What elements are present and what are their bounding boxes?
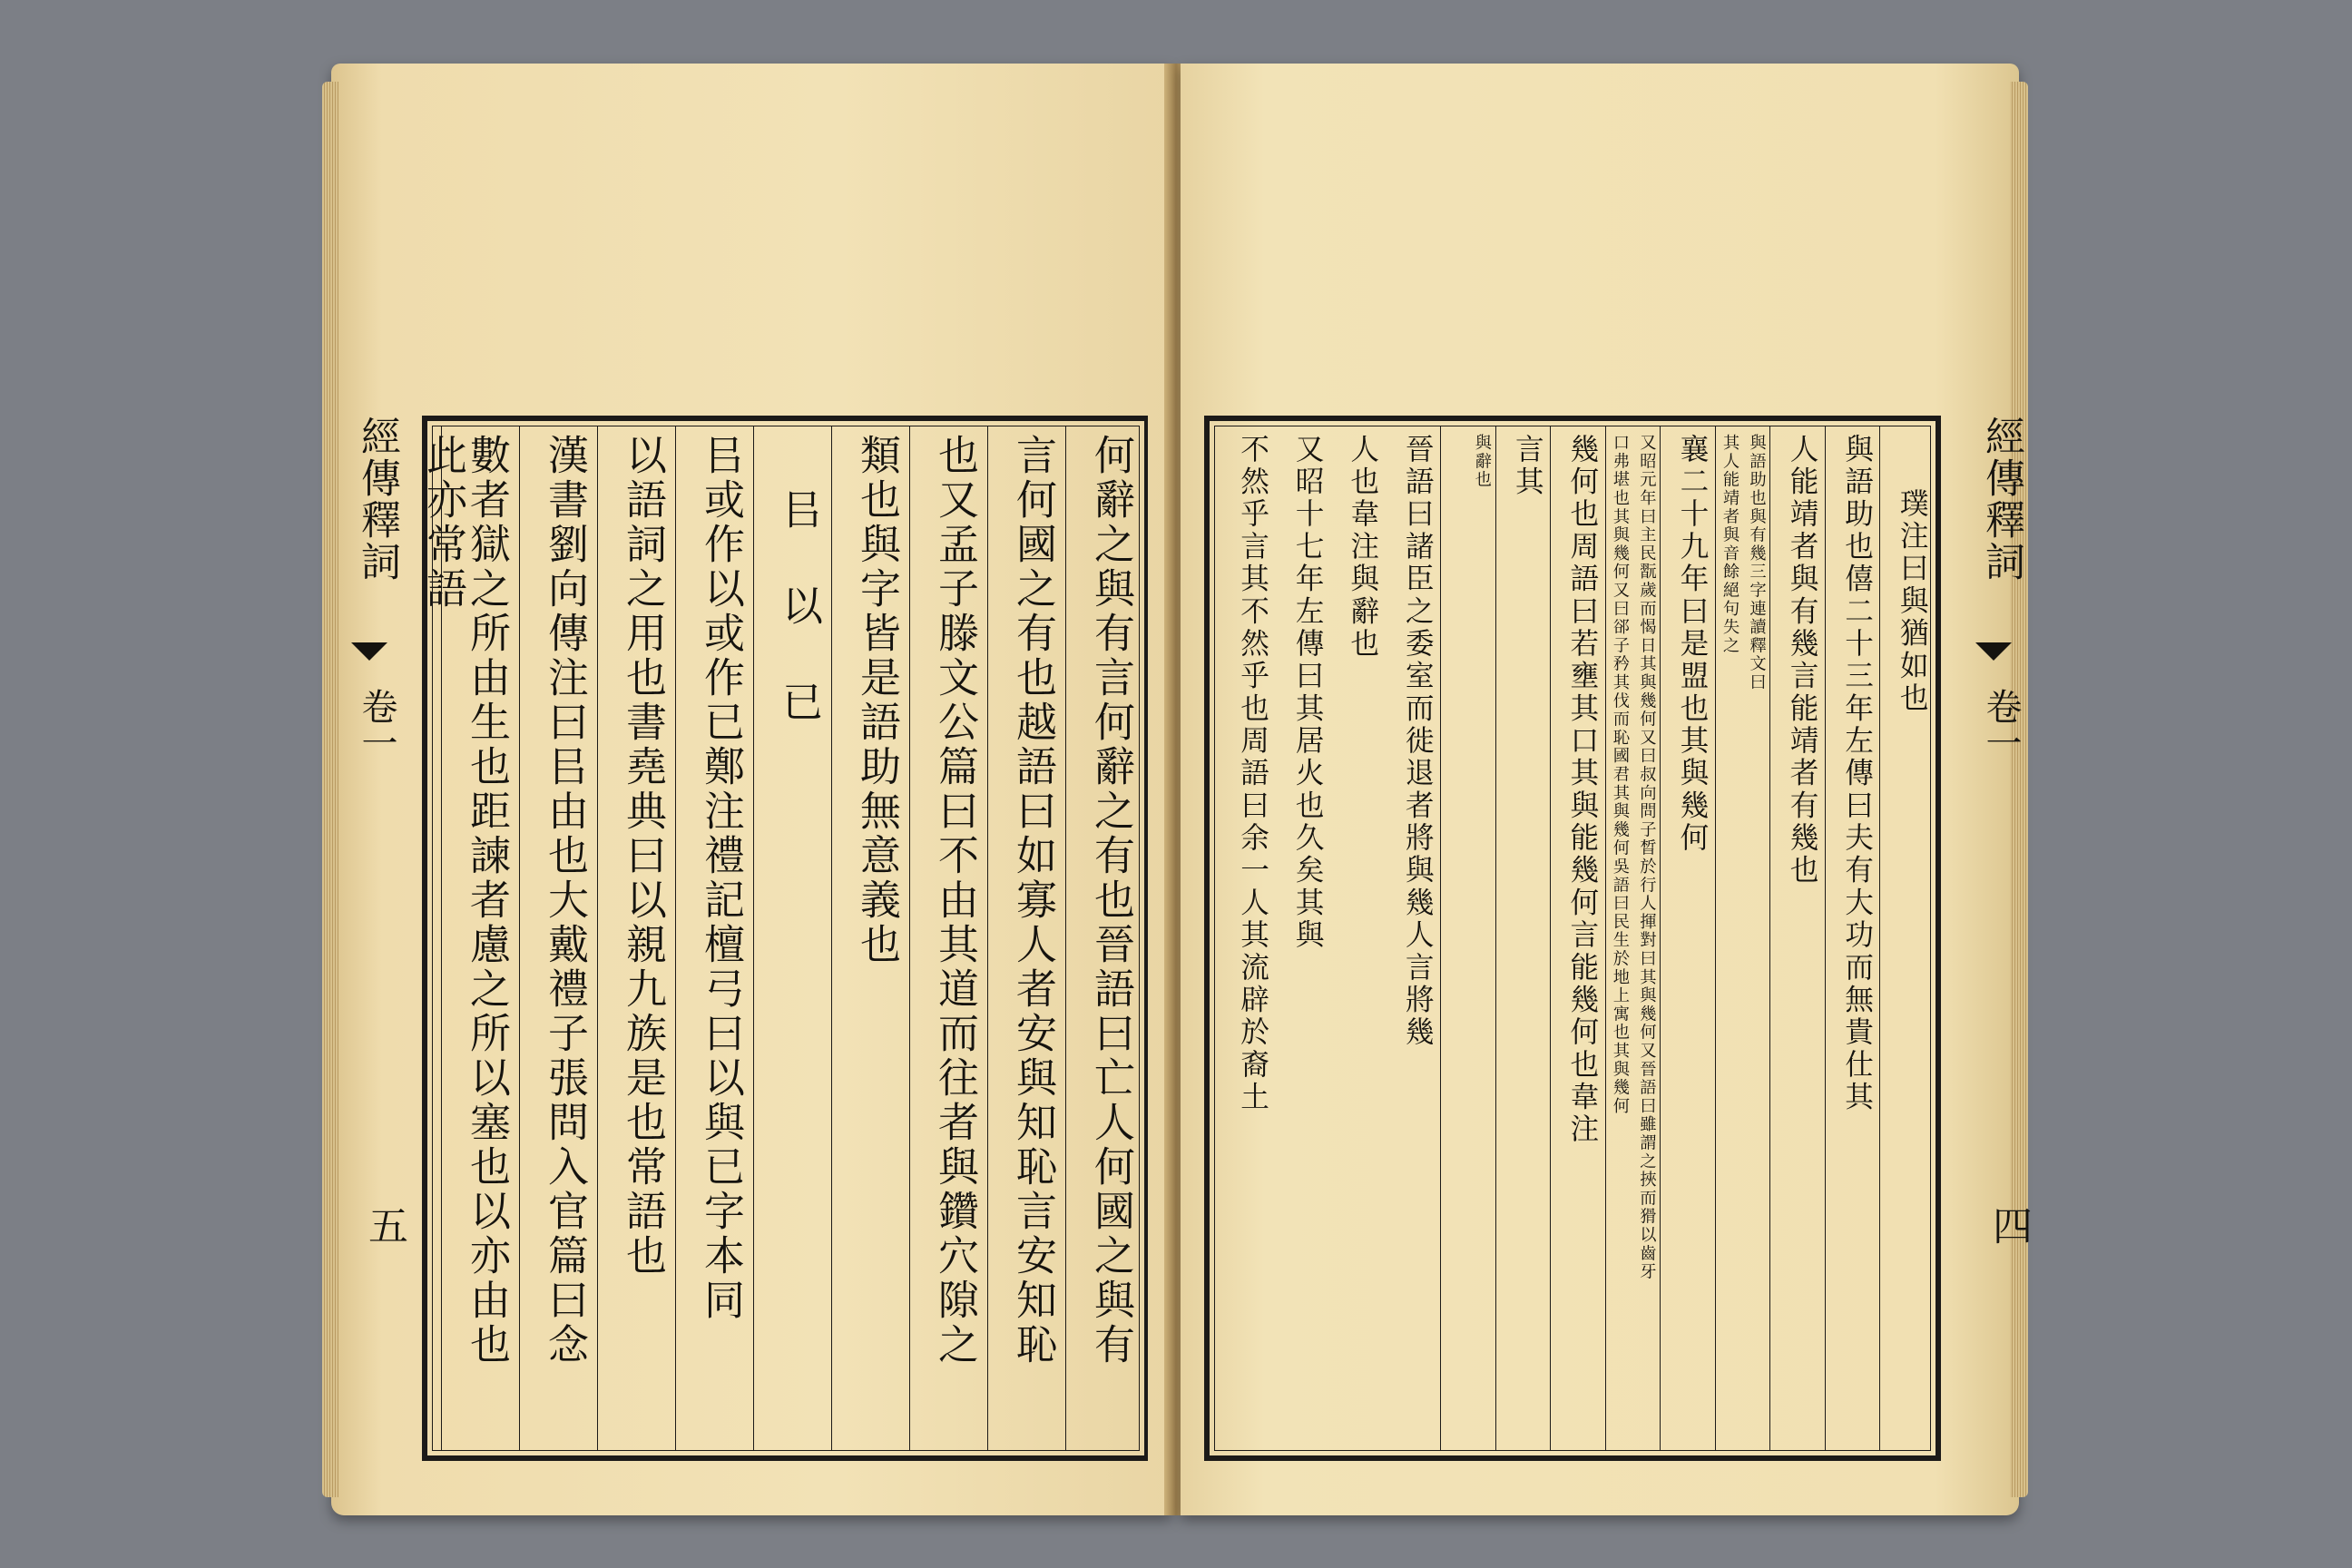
- column-rule: [831, 426, 832, 1450]
- page-stack-left: [322, 82, 338, 1497]
- column-rule: [909, 426, 910, 1450]
- column-rule: [597, 426, 598, 1450]
- column-rule: [1715, 426, 1716, 1450]
- text-column: 與語助也僖二十三年左傳曰夫有大功而無貴仕其: [1840, 434, 1874, 1114]
- text-column: 人能靖者與有幾言能靖者有幾也: [1786, 434, 1819, 887]
- text-column: 也又孟子滕文公篇曰不由其道而往者與鑽穴隙之: [931, 434, 979, 1367]
- annotation-column: 又昭元年曰主民翫歲而愒日其與幾何又曰叔向問子晳於行人揮對曰其與幾何又晉語曰雖謂之挾而猾以齒牙: [1637, 434, 1657, 1281]
- fishtail-mark: [351, 642, 387, 661]
- column-rule: [1065, 426, 1066, 1450]
- text-column: 數者獄之所由生也距諫者慮之所以塞也以亦由也: [463, 434, 511, 1367]
- text-column: 㠯或作以或作已鄭注禮記檀弓曰以與已字本同: [697, 434, 745, 1323]
- fold-margin-right: [1963, 416, 2032, 1450]
- fold-book-title: 經傳釋詞: [354, 416, 400, 583]
- fold-book-title: 經傳釋詞: [1978, 416, 2024, 583]
- text-column: 幾何也周語曰若壅其口其與能幾何言能幾何也韋注: [1565, 434, 1599, 1146]
- text-column: 言何國之有也越語曰如寡人者安與知恥言安知恥: [1009, 434, 1057, 1367]
- column-rule: [441, 426, 442, 1450]
- column-rule: [1605, 426, 1606, 1450]
- annotation-column: 口弗堪也其與幾何又曰郤子矜其伐而恥國君其與幾何吳語曰民生於地上寓也其與幾何: [1610, 434, 1630, 1116]
- column-rule: [1769, 426, 1770, 1450]
- text-column: 以語詞之用也書堯典曰以親九族是也常語也: [619, 434, 667, 1279]
- text-column: 類也與字皆是語助無意義也: [853, 434, 901, 967]
- column-rule: [1660, 426, 1661, 1450]
- fishtail-mark: [1975, 642, 2012, 661]
- column-rule: [519, 426, 520, 1450]
- text-column: 人也韋注與辭也: [1346, 434, 1379, 661]
- fold-juan-number: 卷一: [1980, 688, 2022, 760]
- text-frame-left: [419, 416, 1148, 1461]
- open-book: [331, 64, 2032, 1515]
- column-rule: [1550, 426, 1551, 1450]
- text-column: 襄二十九年曰是盟也其與幾何: [1675, 434, 1709, 855]
- fold-juan-number: 卷一: [356, 688, 397, 760]
- text-column: 此亦常語: [419, 434, 467, 612]
- text-column: 璞注曰與猶如也: [1896, 488, 1929, 715]
- column-rule: [1495, 426, 1496, 1450]
- column-rule: [675, 426, 676, 1450]
- annotation-column: 與辭也: [1472, 434, 1492, 489]
- text-column: 晉語曰諸臣之委室而徙退者將與幾人言將幾: [1401, 434, 1435, 1049]
- column-rule: [1825, 426, 1826, 1450]
- column-rule: [1440, 426, 1441, 1450]
- text-frame-right: [1204, 416, 1941, 1461]
- entry-heading-column: 㠯 以 已: [775, 488, 823, 725]
- text-column: 漢書劉向傳注曰㠯由也大戴禮子張問入官篇曰念: [541, 434, 589, 1367]
- fold-margin-left: [338, 416, 411, 1450]
- text-column: 言其: [1511, 434, 1544, 499]
- text-column: 何辭之與有言何辭之有也晉語曰亡人何國之與有: [1087, 434, 1135, 1367]
- fold-page-number: 四: [1985, 1205, 2032, 1245]
- text-column: 不然乎言其不然乎也周語曰余一人其流辟於裔土: [1236, 434, 1269, 1114]
- annotation-column: 與語助也與有幾三字連讀釋文曰: [1747, 434, 1767, 692]
- column-rule: [753, 426, 754, 1450]
- fold-page-number: 五: [361, 1205, 407, 1245]
- left-page: [331, 64, 1171, 1515]
- annotation-column: 其人能靖者與音餘絕句失之: [1720, 434, 1740, 655]
- text-column: 又昭十七年左傳曰其居火也久矣其與: [1291, 434, 1325, 952]
- column-rule: [1879, 426, 1880, 1450]
- column-rule: [987, 426, 988, 1450]
